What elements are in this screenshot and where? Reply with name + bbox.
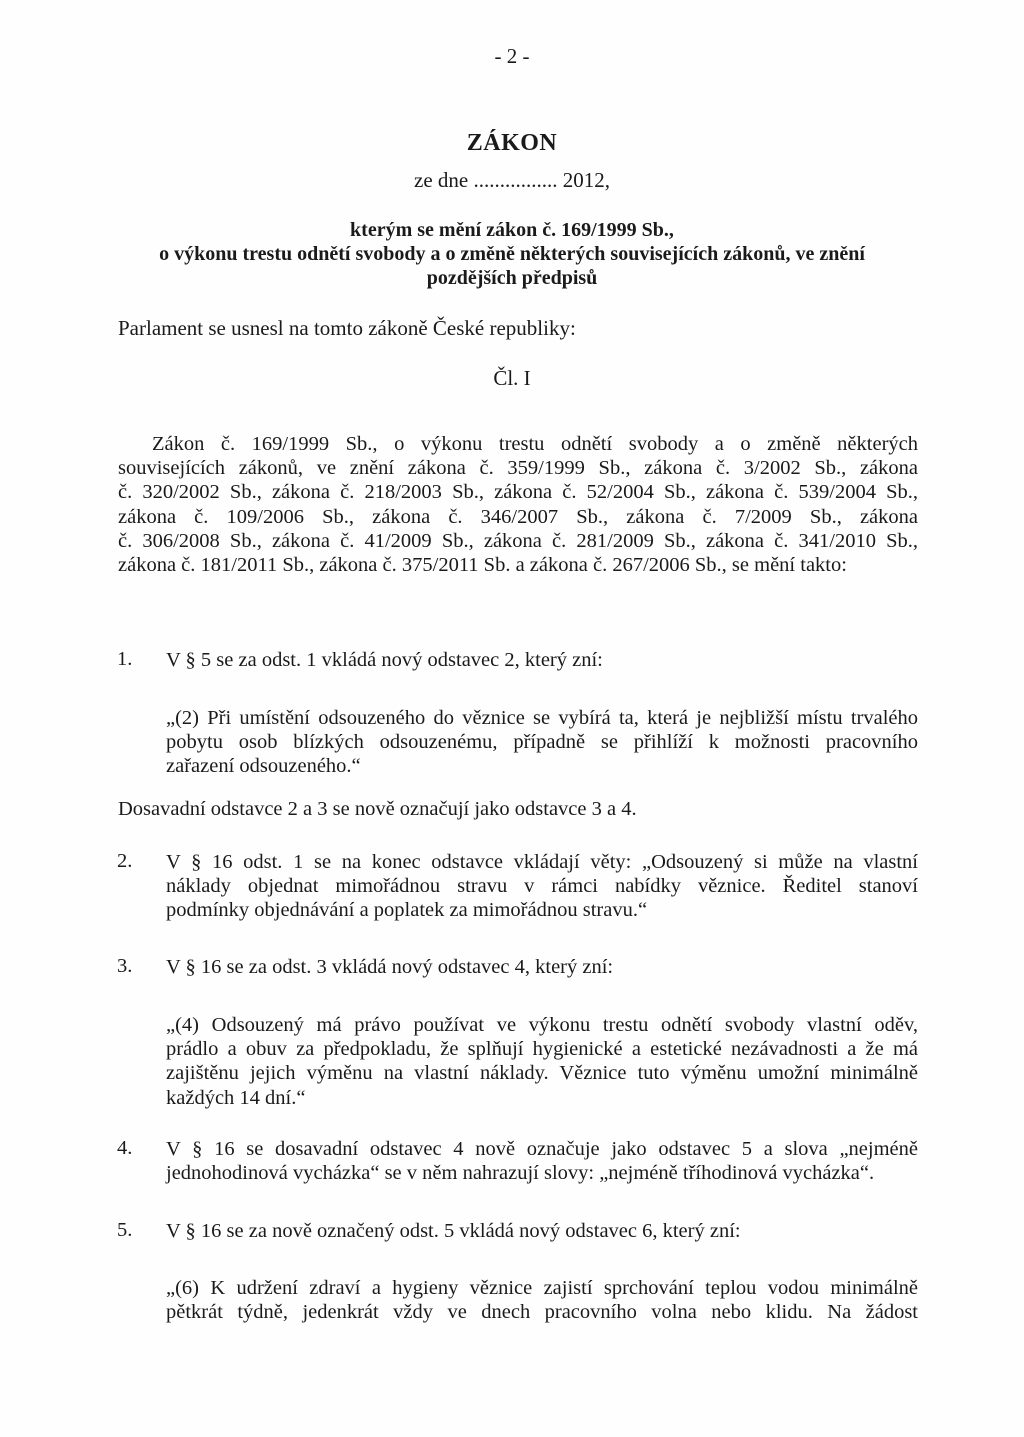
- item-text: [166, 955, 918, 979]
- item-number: 2.: [117, 850, 133, 872]
- quote-line: „(6) K udržení zdraví a hygieny věznice zajistí sprchování teplou vodou minimálně: [166, 1277, 918, 1299]
- quote-line: každých 14 dní.“: [166, 1086, 306, 1109]
- item-number: 4.: [117, 1137, 133, 1159]
- item-line: V § 5 se za odst. 1 vkládá nový odstavec 2, který zní:: [166, 649, 603, 671]
- article-heading: Čl. I: [493, 366, 531, 390]
- item-line: náklady objednat mimořádnou stravu v rámci nabídky věznice. Ředitel stanoví: [166, 875, 918, 898]
- quote-line: pobytu osob blízkých odsouzenému, případně se přihlíží k možnosti pracovního: [166, 731, 918, 754]
- subject-line: kterým se mění zákon č. 169/1999 Sb.,: [350, 219, 674, 241]
- item-quote: [166, 706, 918, 779]
- subject-line: o výkonu trestu odnětí svobody a o změně některých souvisejících zákonů, ve znění: [159, 243, 865, 265]
- quote-line: zajištěnu jejich výměnu na vlastní náklady. Věznice tuto výměnu umožní minimálně: [166, 1062, 918, 1085]
- intro-line: zákona č. 181/2011 Sb., zákona č. 375/2011 Sb. a zákona č. 267/2006 Sb., se mění takto:: [118, 554, 847, 577]
- item-line: V § 16 odst. 1 se na konec odstavce vkládají věty: „Odsouzený si může na vlastní: [166, 851, 918, 873]
- intro-line: zákona č. 109/2006 Sb., zákona č. 346/2007 Sb., zákona č. 7/2009 Sb., zákona: [118, 505, 918, 528]
- item-number: 1.: [117, 648, 133, 670]
- item-text: [166, 850, 918, 923]
- quote-line: zařazení odsouzeného.“: [166, 755, 361, 778]
- item-text: [166, 1137, 918, 1185]
- item-followup: Dosavadní odstavce 2 a 3 se nově označují jako odstavce 3 a 4.: [118, 798, 637, 820]
- item-number: 3.: [117, 955, 133, 977]
- quote-line: „(4) Odsouzený má právo používat ve výkonu trestu odnětí svobody vlastní oděv,: [166, 1014, 918, 1036]
- law-title: ZÁKON: [466, 130, 558, 156]
- item-line: podmínky objednávání a poplatek za mimořádnou stravu.“: [166, 899, 648, 922]
- item-line: jednohodinová vycházka“ se v něm nahrazují slovy: „nejméně tříhodinová vycházka“.: [166, 1162, 875, 1185]
- intro-line: č. 306/2008 Sb., zákona č. 41/2009 Sb., zákona č. 281/2009 Sb., zákona č. 341/2010 Sb.,: [118, 529, 918, 552]
- law-date: ze dne ................ 2012,: [414, 168, 610, 192]
- subject-line: pozdějších předpisů: [426, 267, 598, 289]
- quote-line: „(2) Při umístění odsouzeného do věznice se vybírá ta, která je nejbližší místu trvalého: [166, 707, 918, 729]
- item-quote: [166, 1013, 918, 1110]
- quote-line: pětkrát týdně, jedenkrát vždy ve dnech pracovního volna nebo klidu. Na žádost: [166, 1301, 918, 1324]
- item-text: [166, 1219, 918, 1243]
- item-line: V § 16 se za odst. 3 vkládá nový odstavec 4, který zní:: [166, 956, 614, 978]
- intro-line: č. 320/2002 Sb., zákona č. 218/2003 Sb., zákona č. 52/2004 Sb., zákona č. 539/2004 Sb.,: [118, 481, 918, 504]
- item-number: 5.: [117, 1219, 133, 1241]
- intro-line: Zákon č. 169/1999 Sb., o výkonu trestu odnětí svobody a o změně některých: [152, 433, 918, 455]
- item-text: [166, 648, 918, 672]
- item-quote: [166, 1276, 918, 1324]
- preamble: Parlament se usnesl na tomto zákoně České republiky:: [118, 316, 576, 340]
- intro-paragraph: [118, 432, 918, 577]
- page-number: - 2 -: [494, 44, 530, 68]
- law-subject: [100, 218, 924, 290]
- item-line: V § 16 se za nově označený odst. 5 vkládá nový odstavec 6, který zní:: [166, 1220, 741, 1242]
- item-line: V § 16 se dosavadní odstavec 4 nově označuje jako odstavec 5 a slova „nejméně: [166, 1138, 918, 1160]
- quote-line: prádlo a obuv za předpokladu, že splňují hygienické a estetické nezávadnosti a že má: [166, 1038, 918, 1061]
- intro-line: souvisejících zákonů, ve znění zákona č. 359/1999 Sb., zákona č. 3/2002 Sb., zákona: [118, 457, 918, 480]
